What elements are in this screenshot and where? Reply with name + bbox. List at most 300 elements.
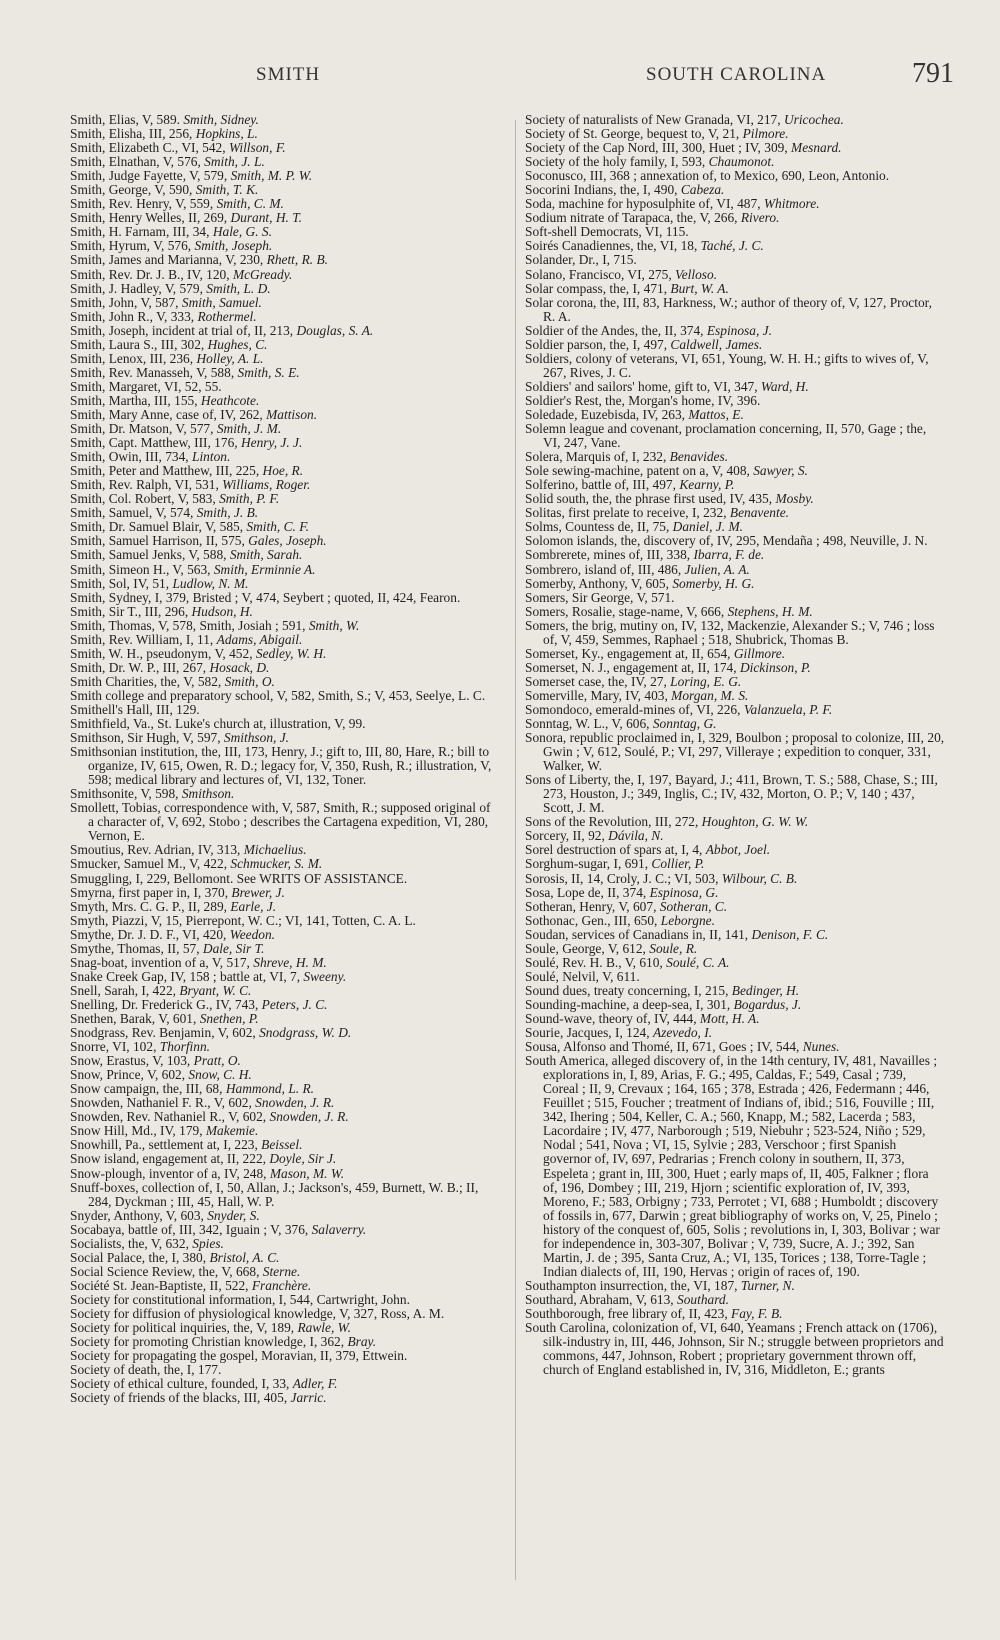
entry-text: Society for diffusion of physiological knowledge, V, 327, Ross, A. M. [70,1305,445,1321]
entry-reference: Hammond, L. R. [225,1082,314,1097]
entry-reference: Velloso. [675,267,718,282]
entry-text: Smith, James and Marianna, V, 230, [70,253,267,268]
entry-text: Soledade, Euzebisda, IV, 263, [525,407,689,422]
entry-text: Solms, Countess de, II, 75, [525,520,673,535]
entry-reference: Smith, C. F. [246,520,310,535]
index-entry [525,605,945,619]
entry-text: Solitas, first prelate to receive, I, 232, [525,506,730,521]
index-entry [70,577,498,591]
entry-reference: Ward, H. [760,379,809,394]
index-entry [70,1209,498,1223]
index-entry [70,183,498,197]
entry-text: Somerville, Mary, IV, 403, [525,688,672,703]
entry-text: Snow campaign, the, III, 68, [70,1082,226,1097]
index-entry [70,197,498,211]
index-entry [525,577,945,591]
entry-reference: Chaumonot. [708,155,775,170]
entry-reference: Soulé, C. A. [666,955,730,970]
index-entry [70,1026,498,1040]
entry-text: Smith, Capt. Matthew, III, 176, [70,436,241,451]
entry-text: Society of friends of the blacks, III, 405, [70,1391,291,1406]
entry-reference: Hoe, R. [262,464,304,479]
index-entry [70,1363,498,1377]
entry-text: Soldier parson, the, I, 497, [525,337,671,352]
entry-reference: Smith, W. [308,618,360,633]
entry-reference: Mattison. [266,407,318,422]
entry-text: Sounding-machine, a deep-sea, I, 301, [525,997,734,1012]
entry-text: Somerset, Ky., engagement at, II, 654, [525,646,734,661]
entry-reference: Rhett, R. B. [266,253,328,268]
index-entry [525,282,945,296]
entry-text: Sothonac, Gen., III, 650, [525,913,661,928]
index-entry [70,450,498,464]
index-entry [70,1124,498,1138]
entry-text: Socabaya, battle of, III, 342, Iguain ; V, 376, [70,1222,312,1237]
running-head-left: SMITH [256,64,321,85]
entry-text: Smythe, Dr. J. D. F., VI, 420, [70,927,230,942]
index-entry [70,436,498,450]
entry-reference: Durant, H. T. [230,211,303,226]
index-entry [70,169,498,183]
entry-text: Sonntag, W. L., V, 606, [525,717,653,732]
entry-text: Smyrna, first paper in, I, 370, [70,885,232,900]
index-entry [525,872,945,886]
entry-text: Smyth, Mrs. C. G. P., II, 289, [70,899,231,914]
index-entry [525,408,945,422]
index-entry [525,548,945,562]
entry-text: Smithsonite, V, 598, [70,787,182,802]
entry-reference: Douglas, S. A. [296,323,374,338]
index-entry [70,1167,498,1181]
index-entry [70,478,498,492]
entry-text: Society of the Cap Nord, III, 300, Huet ; IV, 309, [525,141,792,156]
index-entry [70,872,498,886]
index-entry [70,1110,498,1124]
index-entry [70,661,498,675]
index-entry [70,998,498,1012]
entry-text: Somondoco, emerald-mines of, VI, 226, [525,702,744,717]
index-entry [525,225,945,239]
entry-reference: Smith, Erminnie A. [213,562,316,577]
entry-reference: Sotheran, C. [659,899,728,914]
entry-reference: Spies. [192,1236,224,1251]
index-entry [70,914,498,928]
entry-text: Smith, Owin, III, 734, [70,450,192,465]
entry-text: Smith, Peter and Matthew, III, 225, [70,464,263,479]
entry-text: Smith, Sol, IV, 51, [70,576,173,591]
entry-text: Smith, J. Hadley, V, 579, [70,281,207,296]
entry-reference: Bogardus, J. [733,997,802,1012]
entry-reference: Earle, J. [230,899,277,914]
entry-text: Smith, Elias, V, 589. [70,113,184,127]
index-entry [525,534,945,548]
entry-text: Somers, Sir George, V, 571. [525,590,675,605]
entry-reference: Smith, T. K. [195,183,259,198]
entry-reference: Heathcote. [200,393,260,408]
entry-text: Smith, Rev. Ralph, VI, 531, [70,478,223,493]
entry-reference: Somerby, H. G. [672,576,755,591]
entry-text: Smythe, Thomas, II, 57, [70,941,203,956]
entry-reference: Schmucker, S. M. [230,857,323,872]
entry-text: Snow, Erastus, V, 103, [70,1054,194,1069]
index-entry [70,1082,498,1096]
index-entry [70,408,498,422]
entry-text: Southard, Abraham, V, 613, [525,1292,678,1307]
entry-reference: Henry, J. J. [240,436,303,451]
index-entry [525,717,945,731]
entry-text: Sound dues, treaty concerning, I, 215, [525,983,732,998]
index-entry [70,1237,498,1251]
entry-reference: Mattos, E. [688,407,744,422]
index-entry [525,1054,945,1279]
entry-reference: Brewer, J. [231,885,285,900]
entry-text: Smith, Laura S., III, 302, [70,337,208,352]
index-entry [70,239,498,253]
index-entry [525,928,945,942]
entry-text: Snag-boat, invention of a, V, 517, [70,955,254,970]
entry-text: Soule, George, V, 612, [525,941,650,956]
entry-reference: Makemie. [205,1124,259,1139]
entry-text: Smith, Rev. Henry, V, 559, [70,197,217,212]
entry-reference: Mason, M. W. [269,1166,345,1181]
entry-reference: Bedinger, H. [731,983,800,998]
entry-reference: Bristol, A. C. [209,1250,280,1265]
entry-reference: Hopkins, L. [195,127,258,142]
entry-text: Smith, W. H., pseudonym, V, 452, [70,646,256,661]
index-entry [70,1265,498,1279]
entry-text: Smith, H. Farnam, III, 34, [70,225,213,240]
index-entry [70,633,498,647]
entry-text: Smollett, Tobias, correspondence with, V, 587, Smith, R.; supposed original of a character of, V, 692, Stobo ; describes the Cartagena expedition, VI, 280, Vernon, E. [70,800,491,844]
index-entry [525,857,945,871]
entry-reference: Gales, Joseph. [248,534,327,549]
index-entry [70,605,498,619]
entry-reference: Jarric. [290,1391,327,1406]
index-entry [70,155,498,169]
entry-reference: Cabeza. [680,183,725,198]
index-entry [70,1251,498,1265]
index-entry [525,591,945,605]
index-entry [525,1026,945,1040]
entry-reference: Smith, Joseph. [194,239,273,254]
entry-text: Snyder, Anthony, V, 603, [70,1208,208,1223]
index-entry [525,914,945,928]
entry-reference: Snowden, J. R. [255,1096,335,1111]
index-entry [70,211,498,225]
entry-text: Smyth, Piazzi, V, 15, Pierrepont, W. C.; VI, 141, Totten, C. A. L. [70,912,416,928]
entry-text: Solera, Marquis of, I, 232, [525,450,670,465]
index-entry [525,1293,945,1307]
index-column-right [525,113,945,1377]
entry-text: Sombrero, island of, III, 486, [525,562,685,577]
entry-text: Society for political inquiries, the, V, 189, [70,1321,298,1336]
entry-reference: Rawle, W. [297,1321,351,1336]
index-entry [525,492,945,506]
entry-reference: Soule, R. [649,941,698,956]
entry-reference: Hudson, H. [191,604,253,619]
entry-text: Smith, George, V, 590, [70,183,196,198]
entry-text: Sorel destruction of spars at, I, 4, [525,843,706,858]
index-entry [525,211,945,225]
entry-text: Smith, Lenox, III, 236, [70,351,197,366]
entry-text: Soldier of the Andes, the, II, 374, [525,323,707,338]
entry-text: Soldier's Rest, the, Morgan's home, IV, 396. [525,393,761,408]
index-entry [525,478,945,492]
entry-reference: Nunes. [802,1040,840,1055]
entry-text: Somerset case, the, IV, 27, [525,674,671,689]
entry-text: Snowden, Nathaniel F. R., V, 602, [70,1096,256,1111]
entry-reference: Abbot, Joel. [705,843,771,858]
entry-text: Solid south, the, the phrase first used, IV, 435, [525,492,776,507]
entry-reference: Mosby. [775,492,814,507]
entry-text: Smith, Sydney, I, 379, Bristed ; V, 474, Seybert ; quoted, II, 424, Fearon. [70,589,461,605]
entry-text: Sousa, Alfonso and Thomé, II, 671, Goes ; IV, 544, [525,1040,803,1055]
index-entry [70,366,498,380]
index-entry [70,900,498,914]
entry-text: Snodgrass, Rev. Benjamin, V, 602, [70,1026,260,1041]
entry-text: Society of ethical culture, founded, I, 33, [70,1377,293,1392]
entry-reference: Smith, J. L. [204,155,265,170]
index-entry [525,829,945,843]
index-entry [525,169,945,183]
entry-reference: Smithson, J. [223,731,289,746]
entry-text: Smith, Judge Fayette, V, 579, [70,169,231,184]
index-entry [70,1307,498,1321]
entry-text: Smuggling, I, 229, Bellomont. See WRITS OF ASSISTANCE. [70,871,408,886]
index-entry [70,563,498,577]
index-entry [525,886,945,900]
index-entry [70,1349,498,1363]
entry-reference: Bray. [347,1335,377,1350]
entry-reference: Leborgne. [660,913,715,928]
entry-text: Smith college and preparatory school, V, 582, Smith, S.; V, 453, Seelye, L. C. [70,687,486,703]
index-entry [70,689,498,703]
entry-text: Smith, Simeon H., V, 563, [70,562,214,577]
entry-reference: Bryant, W. C. [179,983,252,998]
entry-text: Smith, Hyrum, V, 576, [70,239,195,254]
entry-reference: Mott, H. A. [699,1012,760,1026]
entry-reference: Snodgrass, W. D. [259,1026,352,1041]
entry-text: Sotheran, Henry, V, 607, [525,899,660,914]
index-entry [525,956,945,970]
index-entry [525,113,945,127]
index-entry [525,843,945,857]
entry-text: Smith, Elizabeth C., VI, 542, [70,141,229,156]
index-entry [525,394,945,408]
entry-text: Snake Creek Gap, IV, 158 ; battle at, VI, 7, [70,969,304,984]
entry-text: Snow island, engagement at, II, 222, [70,1152,270,1167]
index-entry [70,1279,498,1293]
entry-reference: Ludlow, N. M. [172,576,249,591]
index-entry [525,1321,945,1377]
entry-text: Sodium nitrate of Tarapaca, the, V, 266, [525,211,741,226]
index-entry [525,450,945,464]
entry-text: Society for propagating the gospel, Moravian, II, 379, Ettwein. [70,1348,408,1364]
entry-text: Soft-shell Democrats, VI, 115. [525,225,689,240]
entry-text: Smoutius, Rev. Adrian, IV, 313, [70,843,244,858]
index-entry [525,422,945,450]
index-entry [70,225,498,239]
entry-reference: Smith, L. D. [206,281,271,296]
entry-text: Sorcery, II, 92, [525,829,609,844]
index-entry [70,352,498,366]
index-entry [70,324,498,338]
index-entry [70,731,498,745]
index-entry [525,296,945,324]
entry-text: Society of death, the, I, 177. [70,1363,222,1378]
entry-text: Society for promoting Christian knowledge, I, 362, [70,1335,348,1350]
entry-reference: Michaelius. [243,843,307,858]
index-entry [525,970,945,984]
index-entry [70,1152,498,1166]
entry-text: Somers, Rosalie, stage-name, V, 666, [525,604,728,619]
entry-text: Smith, Samuel Jenks, V, 588, [70,548,230,563]
entry-text: Sole sewing-machine, patent on a, V, 408, [525,464,754,479]
index-entry [525,661,945,675]
entry-reference: Stephens, H. M. [727,604,813,619]
index-entry [525,520,945,534]
entry-text: Smith, John R., V, 333, [70,309,198,324]
index-entry [70,928,498,942]
entry-text: Snowden, Rev. Nathaniel R., V, 602, [70,1110,270,1125]
index-entry [525,689,945,703]
entry-text: Smith, Martha, III, 155, [70,393,201,408]
index-entry [70,703,498,717]
entry-text: Soulé, Rev. H. B., V, 610, [525,955,667,970]
entry-reference: Whitmore. [763,197,820,212]
index-entry [70,141,498,155]
index-entry [525,1040,945,1054]
entry-reference: Azevedo, I. [652,1026,713,1041]
entry-reference: Uricochea. [783,113,844,127]
index-entry [70,282,498,296]
entry-reference: Julien, A. A. [684,562,750,577]
entry-text: Society of naturalists of New Granada, VI, 217, [525,113,784,127]
entry-text: Snow, Prince, V, 602, [70,1068,189,1083]
entry-reference: Loring, E. G. [670,674,742,689]
entry-reference: Sweeny. [303,969,347,984]
entry-text: South Carolina, colonization of, VI, 640, Yeamans ; French attack on (1706), silk-industry in, III, 446, Johnson, Sir N.; struggle between proprietors and commons, 447, Johnson, Robert ; proprietary government thrown off, church of England established in, IV, 316, Middleton, E.; grants [525,1320,944,1378]
entry-text: Smith, Sir T., III, 296, [70,604,192,619]
entry-text: Somerset, N. J., engagement at, II, 174, [525,660,740,675]
entry-text: Society for constitutional information, I, 544, Cartwright, John. [70,1291,410,1307]
entry-reference: Collier, P. [651,857,705,872]
entry-text: Smucker, Samuel M., V, 422, [70,857,231,872]
entry-text: Southborough, free library of, II, 423, [525,1306,732,1321]
index-entry [525,197,945,211]
entry-text: Soldiers' and sailors' home, gift to, VI, 347, [525,379,761,394]
entry-text: Socorini Indians, the, I, 490, [525,183,681,198]
entry-reference: McGready. [232,267,293,282]
index-entry [525,268,945,282]
entry-text: Smithsonian institution, the, III, 173, Henry, J.; gift to, III, 80, Hare, R.; bill to organize, IV, 615, Owen, R. D.; legacy for, V, 350, Rush, R.; illustration, V, 598; medical library and lectures of, VI, 132, Toner. [70,744,492,788]
entry-reference: Linton. [192,450,231,465]
entry-reference: Snow, C. H. [188,1068,252,1083]
entry-reference: Smith, J. B. [196,506,259,521]
entry-reference: Thorfinn. [159,1040,210,1055]
index-entry [70,310,498,324]
entry-reference: Smith, Sidney. [183,113,259,127]
entry-reference: Daniel, J. M. [672,520,743,535]
index-entry [70,1377,498,1391]
entry-reference: Sedley, W. H. [255,646,327,661]
entry-text: Sons of the Revolution, III, 272, [525,815,702,830]
entry-text: Snorre, VI, 102, [70,1040,160,1055]
index-entry [525,647,945,661]
index-entry [70,422,498,436]
index-entry [525,141,945,155]
entry-reference: Espinosa, G. [649,885,719,900]
entry-text: Société St. Jean-Baptiste, II, 522, [70,1278,252,1293]
entry-text: Solander, Dr., I, 715. [525,253,637,268]
entry-text: Smithfield, Va., St. Luke's church at, illustration, V, 99. [70,717,366,732]
index-entry [70,296,498,310]
index-entry [70,506,498,520]
entry-text: Sonora, republic proclaimed in, I, 329, Boulbon ; proposal to colonize, III, 20, Gwin ; V, 612, Soulé, P.; VI, 297, Villeraye ; expedition to conquer, 331, Walker, W. [525,730,945,774]
entry-text: Soldiers, colony of veterans, VI, 651, Young, W. H. H.; gifts to wives of, V, 267, Rives, J. C. [525,350,929,380]
entry-reference: Morgan, M. S. [671,688,749,703]
entry-reference: Weedon. [229,927,276,942]
entry-text: Solemn league and covenant, proclamation concerning, II, 570, Gage ; the, VI, 247, Vane. [525,421,927,451]
entry-reference: Dale, Sir T. [202,941,265,956]
entry-text: Solar corona, the, III, 83, Harkness, W.; author of theory of, V, 127, Proctor, R. A. [525,294,932,324]
index-entry [70,520,498,534]
index-entry [70,1335,498,1349]
entry-reference: Rivero. [740,211,780,226]
entry-text: Smith, Dr. Samuel Blair, V, 585, [70,520,247,535]
index-entry [70,492,498,506]
entry-text: Society of St. George, bequest to, V, 21, [525,127,743,142]
entry-text: Snell, Sarah, I, 422, [70,983,180,998]
index-entry [525,464,945,478]
entry-text: Smith, Rev. Manasseh, V, 588, [70,365,238,380]
index-entry [70,857,498,871]
entry-reference: Hughes, C. [207,337,268,352]
index-entry [70,338,498,352]
index-entry [525,253,945,267]
entry-reference: Smith, M. P. W. [230,169,313,184]
entry-text: Snethen, Barak, V, 601, [70,1012,200,1026]
entry-reference: Snethen, P. [199,1012,259,1026]
entry-text: Sorghum-sugar, I, 691, [525,857,652,872]
index-entry [70,1181,498,1209]
entry-reference: Sonntag, G. [652,717,717,732]
entry-reference: Southard. [677,1292,729,1307]
entry-reference: Smith, J. M. [216,422,282,437]
entry-reference: Adler, F. [292,1377,338,1392]
index-entry [70,942,498,956]
entry-text: Smith, Mary Anne, case of, IV, 262, [70,407,267,422]
index-entry [525,506,945,520]
index-entry [525,127,945,141]
entry-reference: Benavente. [729,506,789,521]
entry-text: Solferino, battle of, III, 497, [525,478,680,493]
entry-text: Soda, machine for hyposulphite of, VI, 487, [525,197,764,212]
entry-reference: Hosack, D. [209,660,270,675]
entry-reference: Pratt, O. [193,1054,241,1069]
index-entry [70,717,498,731]
entry-reference: Sterne. [262,1264,301,1279]
entry-text: Sombrerete, mines of, III, 338, [525,548,694,563]
index-entry [525,352,945,380]
entry-reference: Salaverry. [311,1222,367,1237]
index-entry [70,268,498,282]
entry-reference: Smith, P. F. [219,492,280,507]
entry-text: Sons of Liberty, the, I, 197, Bayard, J.; 411, Brown, T. S.; 588, Chase, S.; III, 273, Houston, J.; 349, Inglis, C.; IV, 432, Morton, O. P.; V, 140 ; 437, Scott, J. M. [525,772,938,816]
index-entry [70,647,498,661]
index-entry [525,1307,945,1321]
index-entry [70,970,498,984]
